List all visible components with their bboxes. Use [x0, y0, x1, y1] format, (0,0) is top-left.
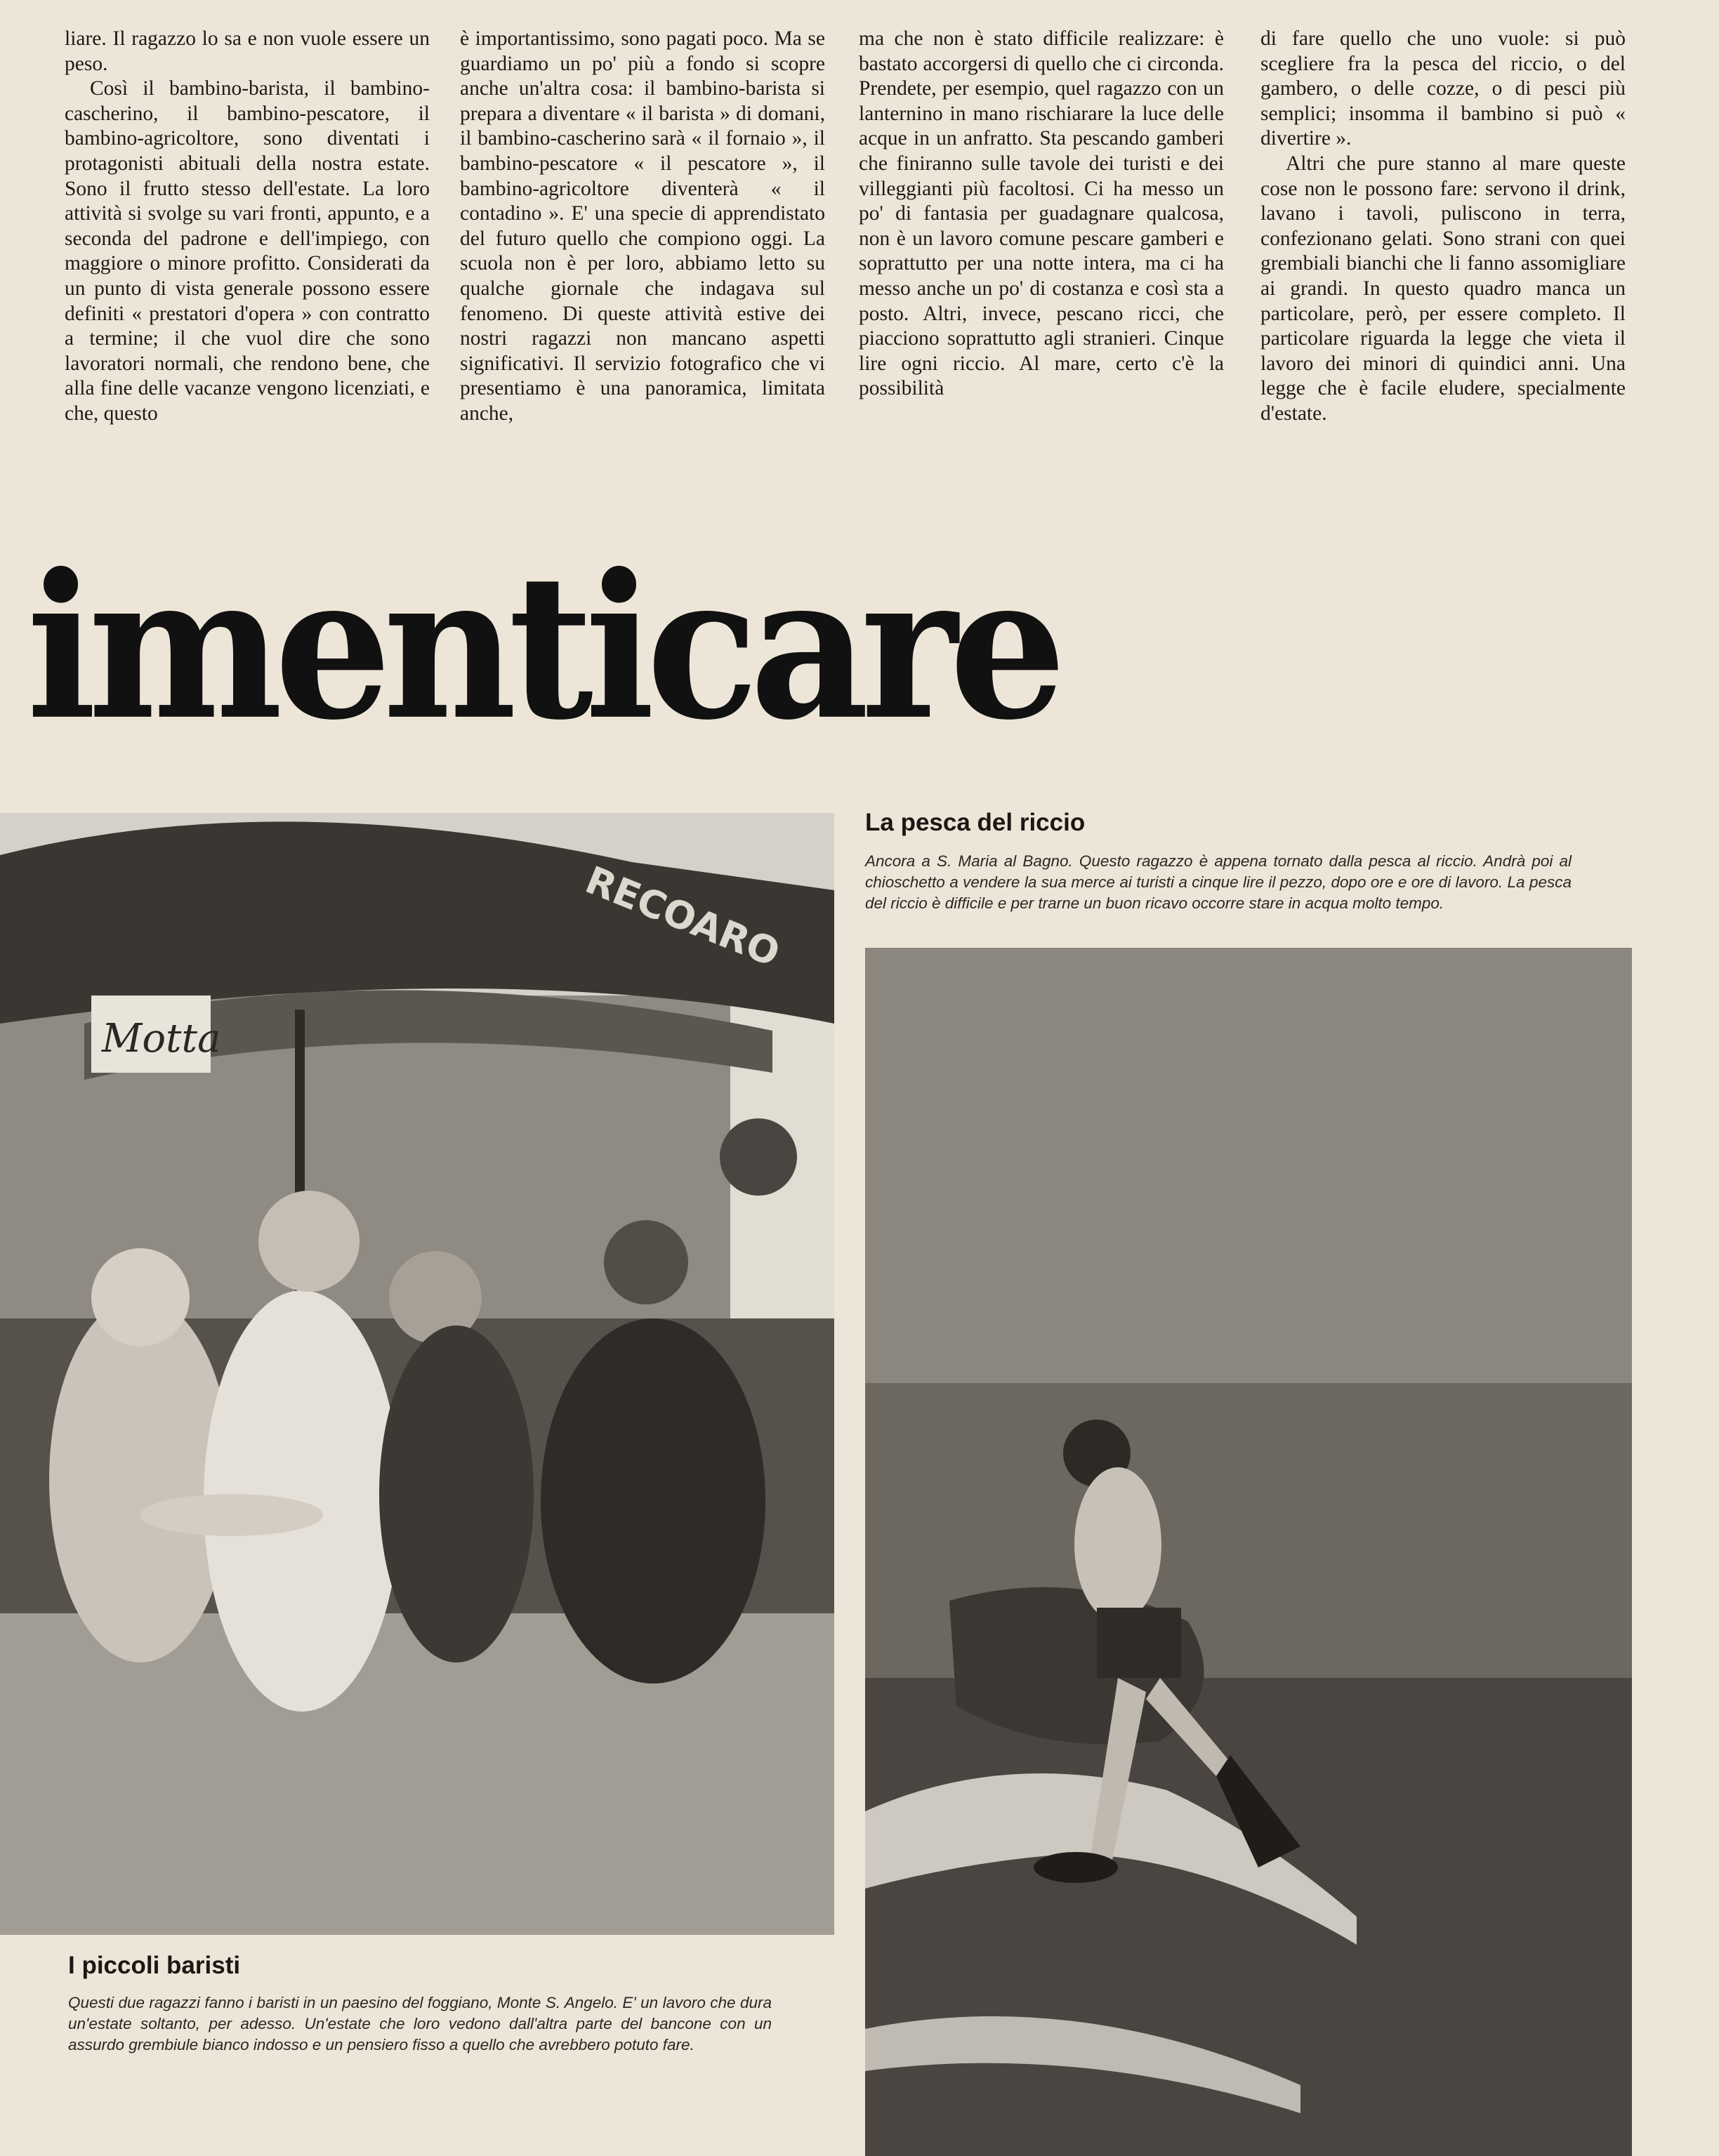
headline: imenticare [27, 530, 1058, 764]
article-column-1 [65, 27, 430, 504]
paragraph: è importantissimo, sono pagati poco. Ma se guardiamo un po' più a fondo si scopre anche un'altra cosa: il bambino-barista si prepara a diventare « il barista » di domani, il bambino-cascherino sarà « il fornaio », il bambino-pescatore « il pescatore », il bambino-agricoltore diventerà « il contadino ». E' una specie di apprendistato del futuro quello che compiono oggi. La scuola non è per loro, abbiamo letto su qualche giornale che indagava sul fenomeno. Di queste attività estive dei nostri ragazzi non mancano aspetti significativi. Il servizio fotografico che vi presentiamo è una panoramica, limitata anche, [460, 27, 825, 425]
paragraph: di fare quello che uno vuole: si può scegliere fra la pesca del riccio, o del gambero, o delle cozze, o di pesci più semplici; insomma il bambino si può « divertire ». [1260, 27, 1626, 150]
photo-cafe-illustration [0, 813, 834, 1935]
section-title-riccio: La pesca del riccio [865, 809, 1086, 836]
article-column-3 [859, 27, 1224, 504]
paragraph: ma che non è stato difficile realizzare: è bastato accorgersi di quello che ci circonda. Prendete, per esempio, quel ragazzo con un lanternino in mano rischiarare la luce delle acque in un anfratto. Sta pescando gamberi che finiranno sulle tavole dei turisti e dei villeggianti più facoltosi. Ci ha messo un po' di fantasia per guadagnare qualcosa, non è un lavoro comune pescare gamberi e soprattutto per una notte intera, ma ci ha messo anche un po' di costanza e così sta a posto. Altri, invece, pescano ricci, che piacciono soprattutto agli stranieri. Cinque lire ogni riccio. Al mare, certo c'è la possibilità [859, 27, 1224, 400]
article-column-4 [1260, 27, 1626, 504]
photo-sea-illustration [865, 948, 1632, 2156]
photo-pesca-riccio [865, 948, 1632, 2156]
section-title-baristi: I piccoli baristi [68, 1952, 241, 1979]
article-column-2 [460, 27, 825, 504]
sign-left-text: Motta [102, 1016, 221, 1062]
caption-riccio: Ancora a S. Maria al Bagno. Questo ragazzo è appena tornato dalla pesca al riccio. Andrà poi al chioschetto a vendere la sua merce ai turisti a cinque lire il pezzo, dopo ore e ore di lavoro. La pesca del riccio è difficile e per trarne un buon ricavo occorre stare in acqua molto tempo. [865, 852, 1572, 912]
paragraph: Altri che pure stanno al mare queste cose non le possono fare: servono il drink, lavano i tavoli, puliscono in terra, confezionano gelati. Sono strani con quei grembiali bianchi che li fanno assomigliare ai grandi. In questo quadro manca un particolare, però, per essere completo. Il particolare riguarda la legge che vieta il lavoro dei minori di quindici anni. Una legge che è facile eludere, specialmente d'estate. [1260, 152, 1626, 425]
paragraph: liare. Il ragazzo lo sa e non vuole essere un peso. [65, 27, 430, 75]
photo-cafe-baristi [0, 813, 834, 1935]
caption-baristi: Questi due ragazzi fanno i baristi in un paesino del foggiano, Monte S. Angelo. E' un lavoro che dura un'estate soltanto, per adesso. Un'estate che loro vedono dall'altra parte del bancone con un assurdo grembiule bianco indosso e un pensiero fisso a quello che avrebbero potuto fare. [68, 1994, 772, 2054]
umbrella-text: RECOARO [579, 857, 786, 976]
paragraph: Così il bambino-barista, il bambino-cascherino, il bambino-pescatore, il bambino-agricoltore, sono diventati i protagonisti abituali della nostra estate. Sono il frutto stesso dell'estate. La loro attività si svolge su vari fronti, appunto, e a seconda del padrone e dell'impiego, con maggiore o minore profitto. Considerati da un punto di vista generale possono essere definiti « prestatori d'opera » con contratto a termine; il che vuol dire che sono lavoratori normali, che rendono bene, che alla fine delle vacanze vengono licenziati, e che, questo [65, 77, 430, 425]
